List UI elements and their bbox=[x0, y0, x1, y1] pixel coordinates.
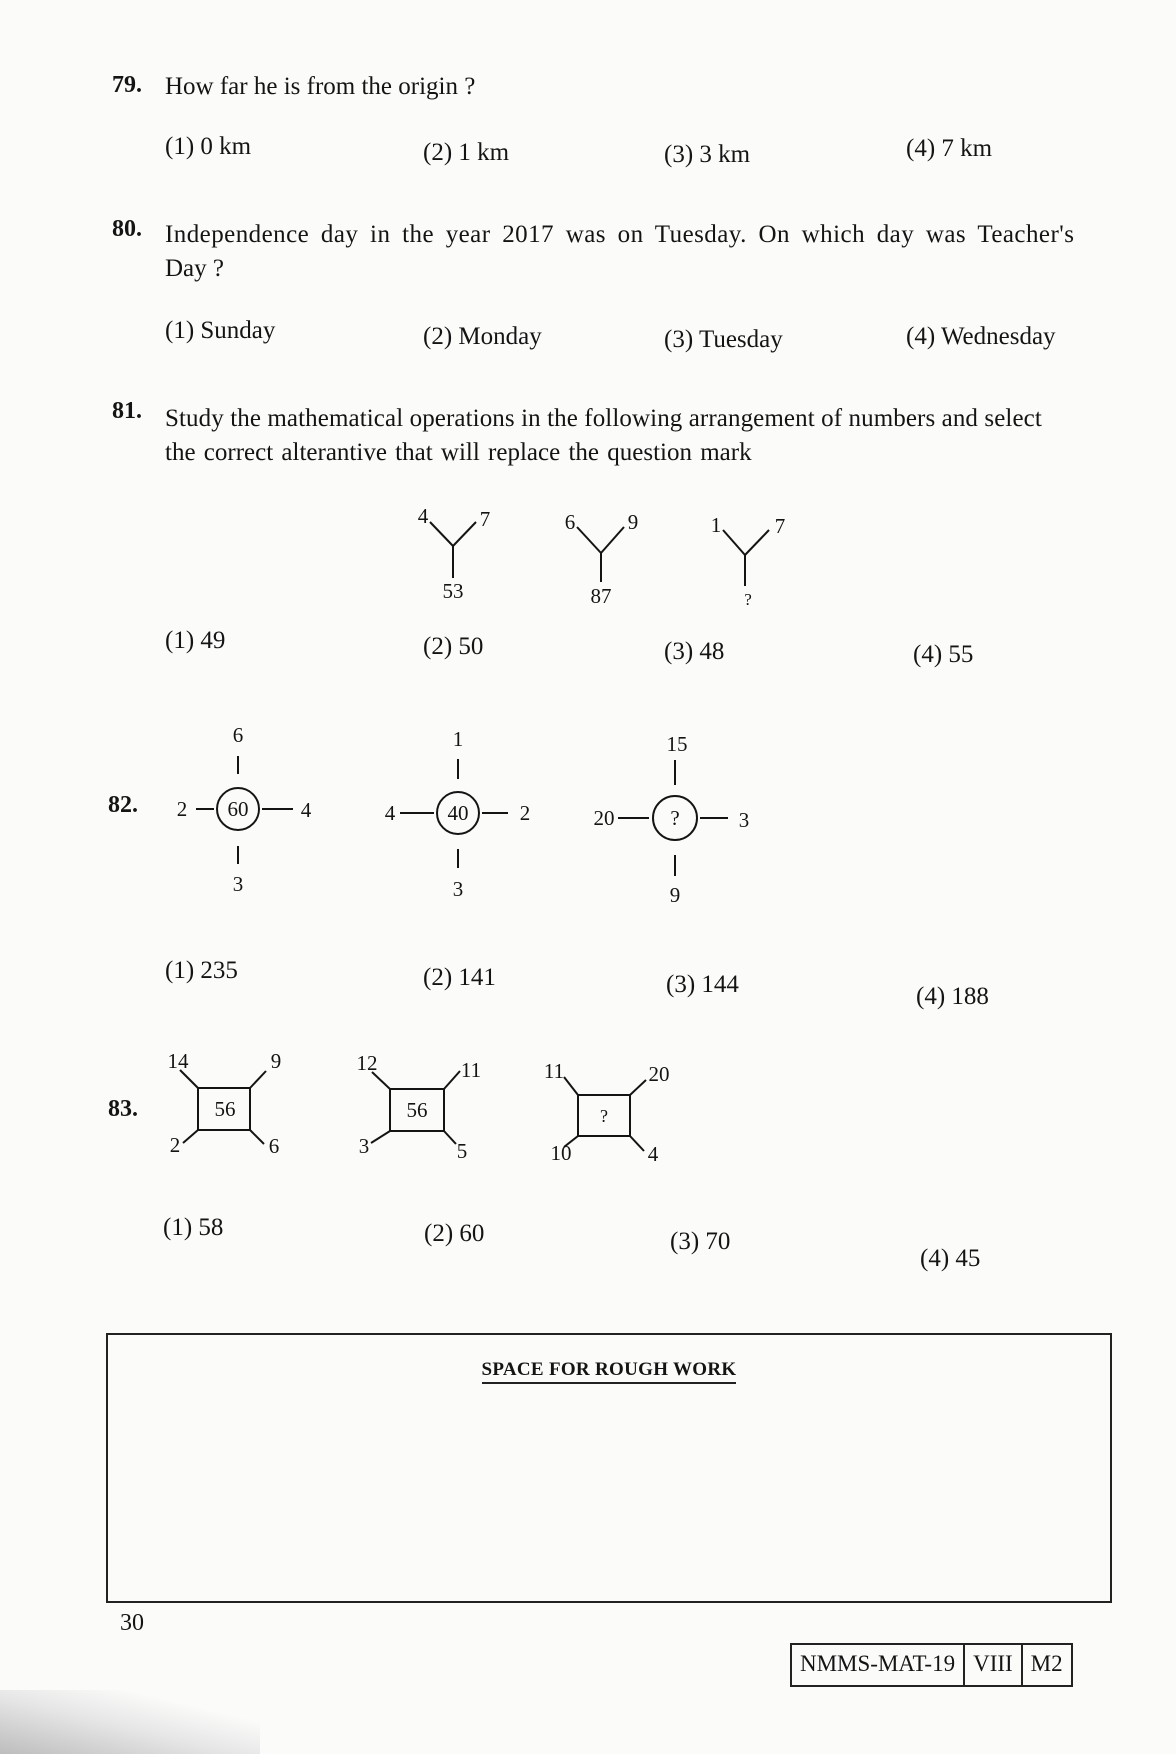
q83-fig2-tl: 12 bbox=[356, 1051, 378, 1075]
q80-option-2[interactable]: (2) Monday bbox=[423, 323, 542, 350]
paper-code bbox=[790, 1643, 1073, 1687]
rough-work-label: SPACE FOR ROUGH WORK bbox=[482, 1359, 737, 1384]
q81-fig3-left: 1 bbox=[710, 513, 722, 537]
q83-fig1-tl: 14 bbox=[167, 1049, 189, 1073]
q79-number: 79. bbox=[112, 72, 142, 98]
q82-fig2-bottom: 3 bbox=[452, 877, 464, 901]
q82-option-2[interactable]: (2) 141 bbox=[423, 964, 496, 991]
q83-number: 83. bbox=[108, 1096, 138, 1122]
rough-work-box bbox=[106, 1333, 1112, 1603]
q83-fig1-bl: 2 bbox=[169, 1133, 181, 1157]
q81-figure-1-lines bbox=[430, 522, 476, 578]
q83-fig1-center: 56 bbox=[214, 1097, 236, 1121]
q81-text-line2: the correct alterantive that will replace the question mark bbox=[165, 439, 752, 466]
q82-fig3-top: 15 bbox=[666, 732, 688, 756]
q82-fig1-left: 2 bbox=[176, 797, 188, 821]
q79-text: How far he is from the origin ? bbox=[165, 73, 476, 100]
q82-fig1-right: 4 bbox=[300, 798, 312, 822]
q82-fig2-center: 40 bbox=[447, 801, 469, 825]
q82-fig3-bottom: 9 bbox=[669, 883, 681, 907]
q79-option-1[interactable]: (1) 0 km bbox=[165, 133, 252, 160]
q82-fig2-right: 2 bbox=[519, 801, 531, 825]
q82-fig1-bottom: 3 bbox=[232, 872, 244, 896]
q83-fig3-br: 4 bbox=[647, 1142, 659, 1166]
q83-fig3-tr: 20 bbox=[648, 1062, 670, 1086]
q80-text-line2: Day ? bbox=[165, 255, 224, 282]
paper-code-exam: NMMS-MAT-19 bbox=[792, 1645, 965, 1685]
paper-code-set: M2 bbox=[1030, 1651, 1063, 1676]
q79-option-3[interactable]: (3) 3 km bbox=[664, 141, 751, 168]
q81-fig1-right: 7 bbox=[479, 507, 491, 531]
q81-option-4[interactable]: (4) 55 bbox=[913, 641, 974, 668]
q82-number: 82. bbox=[108, 792, 138, 818]
q81-option-3[interactable]: (3) 48 bbox=[664, 638, 725, 665]
q81-option-2[interactable]: (2) 50 bbox=[423, 633, 484, 660]
q83-option-1[interactable]: (1) 58 bbox=[163, 1214, 224, 1241]
q83-option-2[interactable]: (2) 60 bbox=[424, 1220, 485, 1247]
q81-number: 81. bbox=[112, 398, 142, 424]
q83-fig3-tl: 11 bbox=[543, 1059, 565, 1083]
q80-text-line1: Independence day in the year 2017 was on Tuesday. On which day was Teacher's bbox=[165, 221, 1075, 248]
q81-fig2-left: 6 bbox=[564, 510, 576, 534]
q82-fig3-right: 3 bbox=[738, 808, 750, 832]
q83-fig2-center: 56 bbox=[406, 1098, 428, 1122]
q80-option-1[interactable]: (1) Sunday bbox=[165, 317, 276, 344]
q80-option-4[interactable]: (4) Wednesday bbox=[906, 323, 1056, 350]
q82-fig3-center: ? bbox=[670, 806, 680, 830]
q82-fig2-top: 1 bbox=[452, 727, 464, 751]
q81-fig2-right: 9 bbox=[627, 510, 639, 534]
q83-fig2-bl: 3 bbox=[358, 1134, 370, 1158]
page-shadow bbox=[0, 1690, 260, 1754]
q82-fig2-left: 4 bbox=[384, 801, 396, 825]
paper-code-class: VIII bbox=[965, 1645, 1023, 1685]
rough-work-title bbox=[108, 1359, 1110, 1381]
q80-number: 80. bbox=[112, 216, 142, 242]
page-number: 30 bbox=[120, 1610, 144, 1636]
q82-option-4[interactable]: (4) 188 bbox=[916, 983, 989, 1010]
q79-option-2[interactable]: (2) 1 km bbox=[423, 139, 510, 166]
q81-fig1-bottom: 53 bbox=[442, 579, 464, 603]
q81-fig1-left: 4 bbox=[417, 504, 429, 528]
q79-option-4[interactable]: (4) 7 km bbox=[906, 135, 993, 162]
q81-figure-2-lines bbox=[577, 527, 624, 582]
q81-text-line1: Study the mathematical operations in the following arrangement of numbers and select bbox=[165, 405, 1042, 432]
q82-option-1[interactable]: (1) 235 bbox=[165, 957, 238, 984]
q81-fig3-bottom: ? bbox=[744, 590, 752, 609]
q81-option-1[interactable]: (1) 49 bbox=[165, 627, 226, 654]
q83-option-4[interactable]: (4) 45 bbox=[920, 1245, 981, 1272]
q83-fig3-bl: 10 bbox=[550, 1141, 572, 1165]
q81-figure-3-lines bbox=[723, 530, 769, 586]
q82-fig1-top: 6 bbox=[232, 723, 244, 747]
q83-fig1-tr: 9 bbox=[270, 1049, 282, 1073]
q81-fig2-bottom: 87 bbox=[590, 584, 612, 608]
q82-fig1-center: 60 bbox=[227, 797, 249, 821]
q83-fig1-br: 6 bbox=[268, 1134, 280, 1158]
q82-fig3-left: 20 bbox=[593, 806, 615, 830]
q81-fig3-right: 7 bbox=[774, 514, 786, 538]
q80-option-3[interactable]: (3) Tuesday bbox=[664, 326, 783, 353]
q83-fig2-tr: 11 bbox=[460, 1058, 482, 1082]
q83-fig3-center: ? bbox=[600, 1106, 608, 1126]
q83-option-3[interactable]: (3) 70 bbox=[670, 1228, 731, 1255]
q83-fig2-br: 5 bbox=[456, 1139, 468, 1163]
q82-option-3[interactable]: (3) 144 bbox=[666, 971, 739, 998]
